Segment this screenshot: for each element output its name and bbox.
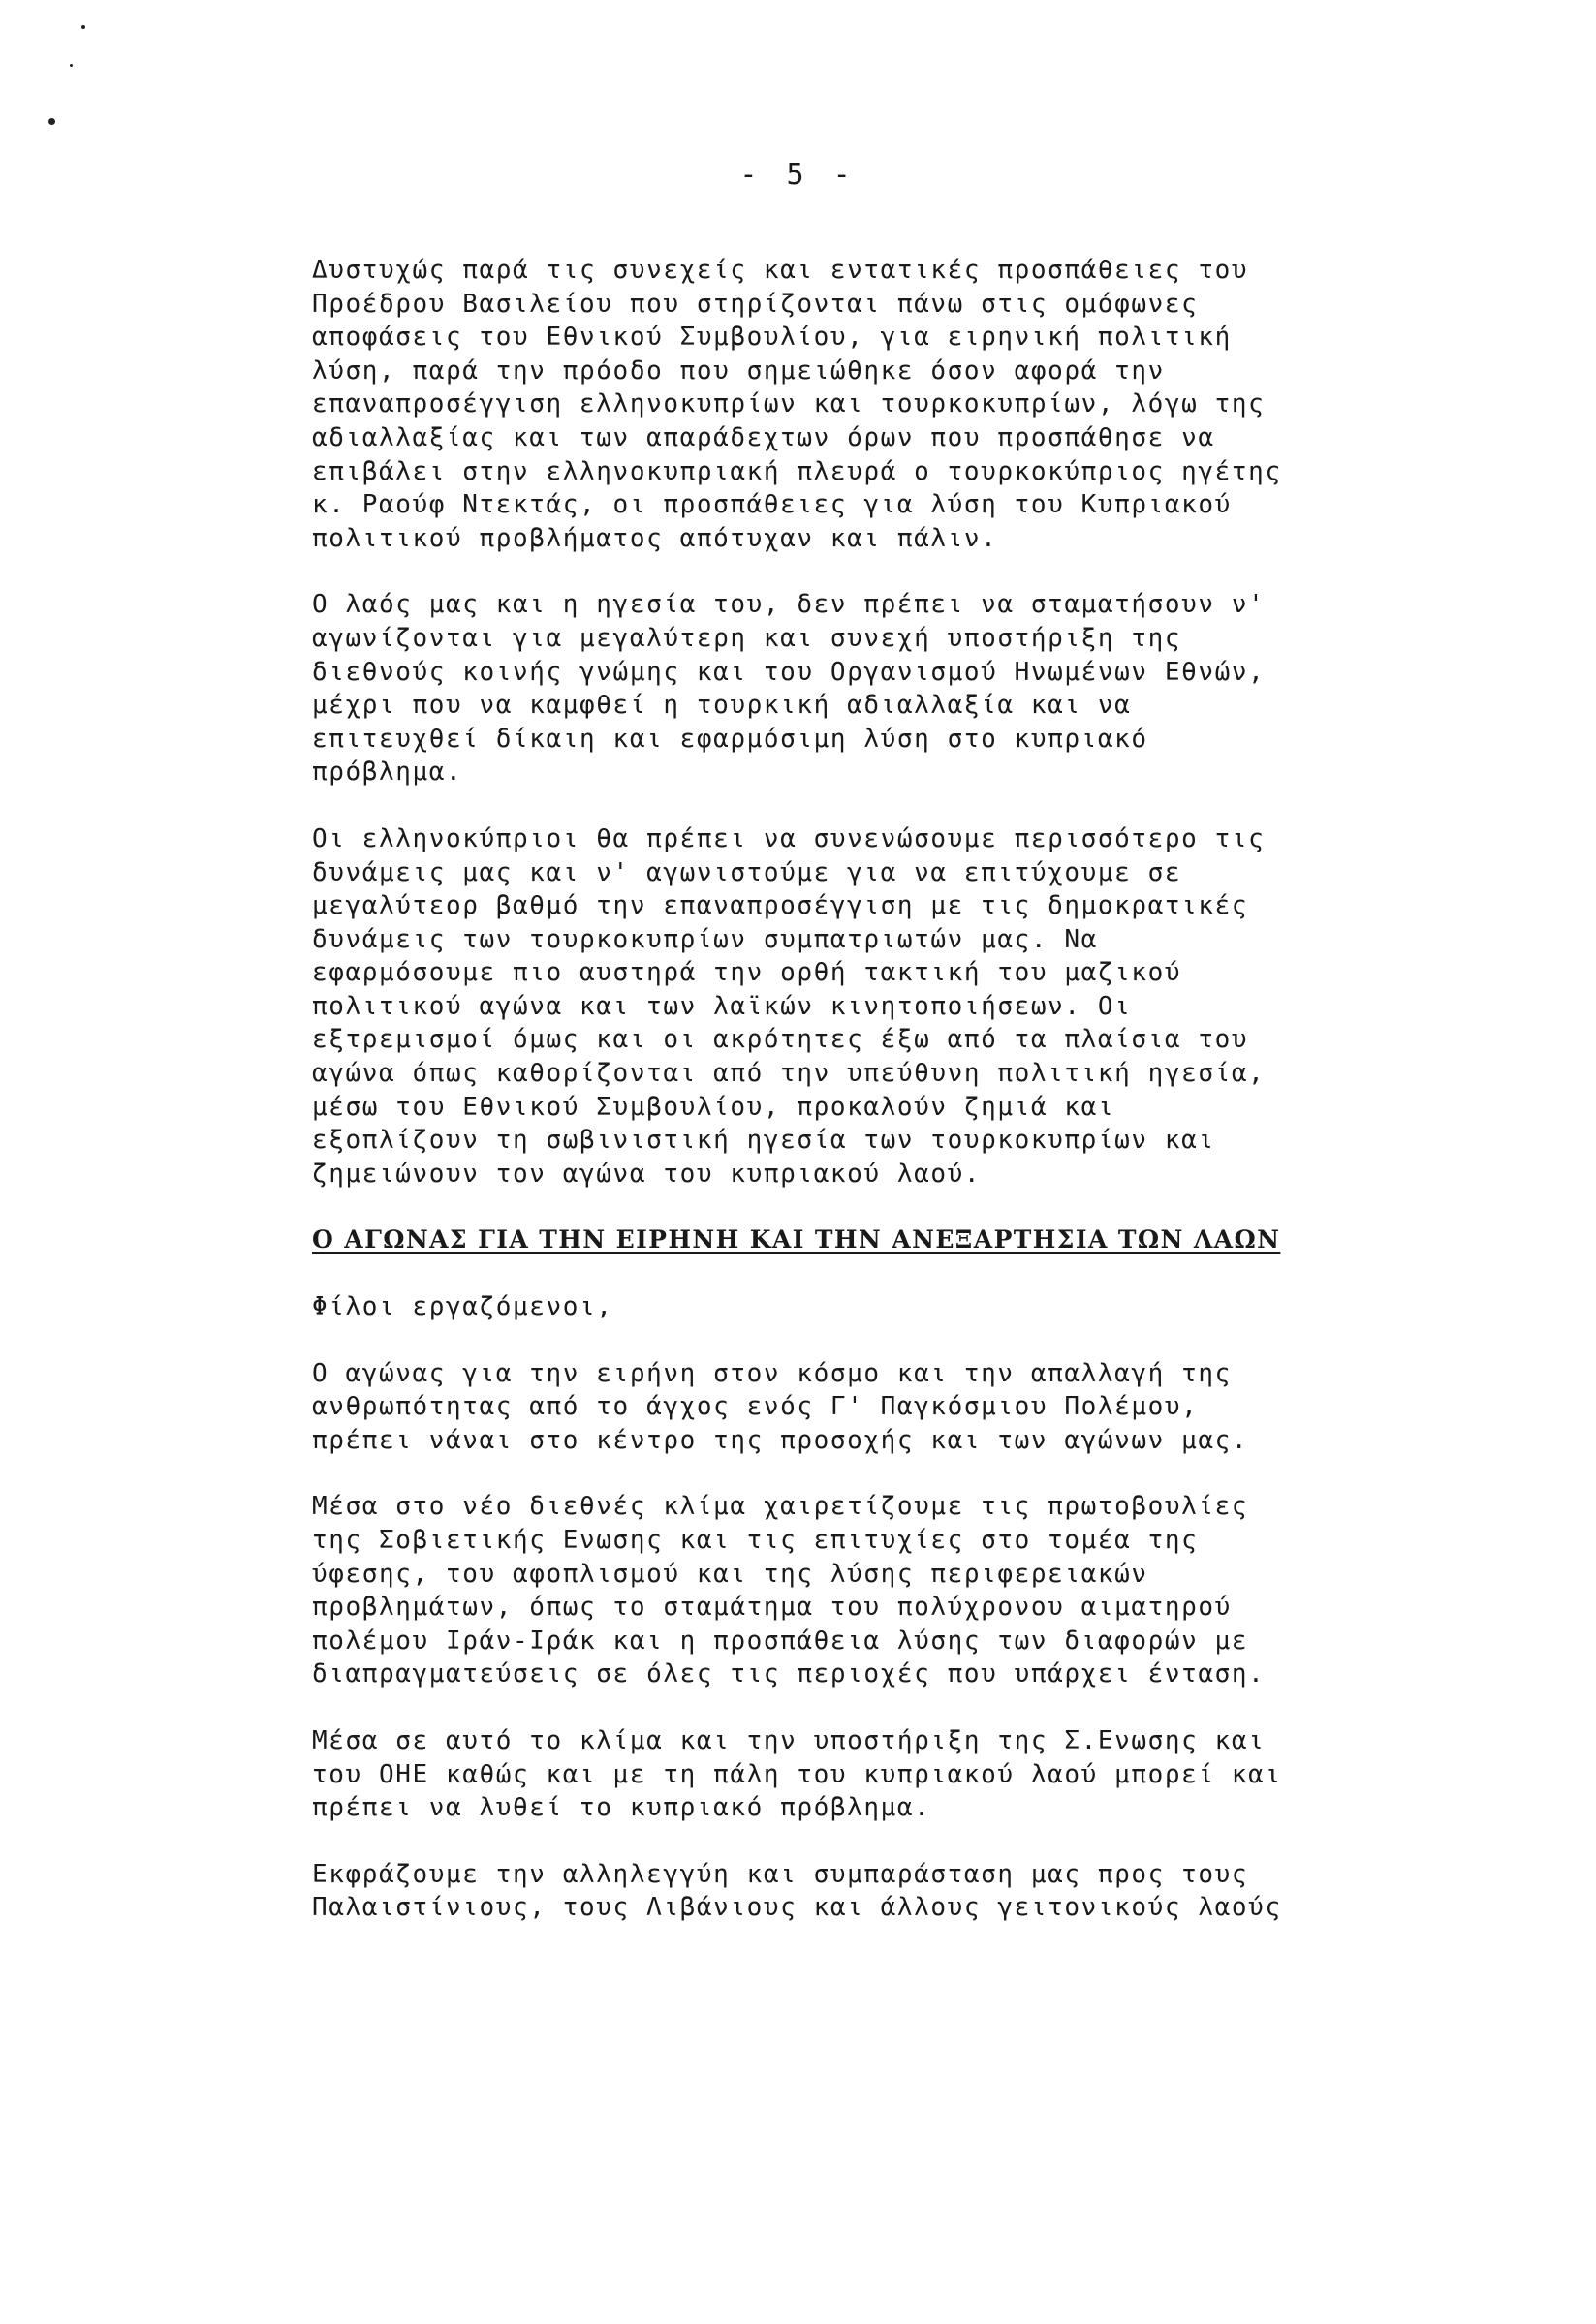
paragraph-international-climate: Μέσα στο νέο διεθνές κλίμα χαιρετίζουμε τις πρωτοβουλίες της Σοβιετικής Ενωσης και τις επιτυχίες στο τομέα της ύφεσης, του αφοπλισμού και της λύσης περιφερειακών προβλημάτων, όπως το σταμάτημα του πολύχρονου αιματηρού πολέμου Ιράν-Ιράκ και η προσπάθεια λύσης των διαφορών με διαπραγματεύσεις σε όλες τις περιοχές που υπάρχει ένταση.: [312, 1492, 1266, 1689]
document-body: [312, 254, 1455, 1958]
paragraph-peace-struggle: Ο αγώνας για την ειρήνη στον κόσμο και την απαλλαγή της ανθρωπότητας από το άγχος ενός Γ' Παγκόσμιου Πολέμου, πρέπει νάναι στο κέντρο της προσοχής και των αγώνων μας.: [312, 1358, 1249, 1455]
paragraph-solidarity: Εκφράζουμε την αλληλεγγύη και συμπαράσταση μας προς τους Παλαιστίνιους, τους Λιβάνιους και άλλους γειτονικούς λαούς: [312, 1859, 1282, 1923]
page-number: - 5 -: [739, 158, 857, 192]
scan-speck: [81, 25, 85, 29]
scan-speck: [70, 64, 73, 67]
paragraph-greek-cypriots: Οι ελληνοκύπριοι θα πρέπει να συνενώσουμε περισσότερο τις δυνάμεις μας και ν' αγωνιστούμε για να επιτύχουμε σε μεγαλύτεορ βαθμό την επαναπροσέγγιση με τις δημοκρατικές δυνάμεις των τουρκοκυπρίων συμπατριωτών μας. Να εφαρμόσουμε πιο αυστηρά την ορθή τακτική του μαζικού πολιτικού αγώνα και των λαϊκών κινητοποιήσεων. Οι εξτρεμισμοί όμως και οι ακρότητες έξω από τα πλαίσια του αγώνα όπως καθορίζονται από την υπεύθυνη πολιτική ηγεσία, μέσω του Εθνικού Συμβουλίου, προκαλούν ζημιά και εξοπλίζουν τη σωβινιστική ηγεσία των τουρκοκυπρίων και ζημειώνουν τον αγώνα του κυπριακού λαού.: [312, 823, 1266, 1189]
scan-speck: [48, 118, 55, 125]
paragraph-un-support: Μέσα σε αυτό το κλίμα και την υποστήριξη της Σ.Ενωσης και του ΟΗΕ καθώς και με τη πάλη του κυπριακού λαού μπορεί και πρέπει να λυθεί το κυπριακό πρόβλημα.: [312, 1725, 1282, 1823]
paragraph-people-leadership: Ο λαός μας και η ηγεσία του, δεν πρέπει να σταματήσουν ν' αγωνίζονται για μεγαλύτερη και συνεχή υποστήριξη της διεθνούς κοινής γνώμης και του Οργανισμού Ηνωμένων Εθνών, μέχρι που να καμφθεί η τουρκική αδιαλλαξία και να επιτευχθεί δίκαιη και εφαρμόσιμη λύση στο κυπριακό πρόβλημα.: [312, 590, 1266, 788]
salutation: Φίλοι εργαζόμενοι,: [312, 1292, 613, 1322]
section-heading: Ο ΑΓΩΝΑΣ ΓΙΑ ΤΗΝ ΕΙΡΗΝΗ ΚΑΙ ΤΗΝ ΑΝΕΞΑΡΤΗΣΙΑ ΤΩΝ ΛΑΩΝ: [312, 1225, 1281, 1255]
paragraph-cyprus-efforts: Δυστυχώς παρά τις συνεχείς και εντατικές προσπάθειες του Προέδρου Βασιλείου που στηρίζονται πάνω στις ομόφωνες αποφάσεις του Εθνικού Συμβουλίου, για ειρηνική πολιτική λύση, παρά την πρόοδο που σημειώθηκε όσον αφορά την επαναπροσέγγιση ελληνοκυπρίων και τουρκοκυπρίων, λόγω της αδιαλλαξίας και των απαράδεχτων όρων που προσπάθησε να επιβάλει στην ελληνοκυπριακή πλευρά ο τουρκοκύπριος ηγέτης κ. Ραούφ Ντεκτάς, οι προσπάθειες για λύση του Κυπριακού πολιτικού προβλήματος απότυχαν και πάλιν.: [312, 256, 1282, 553]
